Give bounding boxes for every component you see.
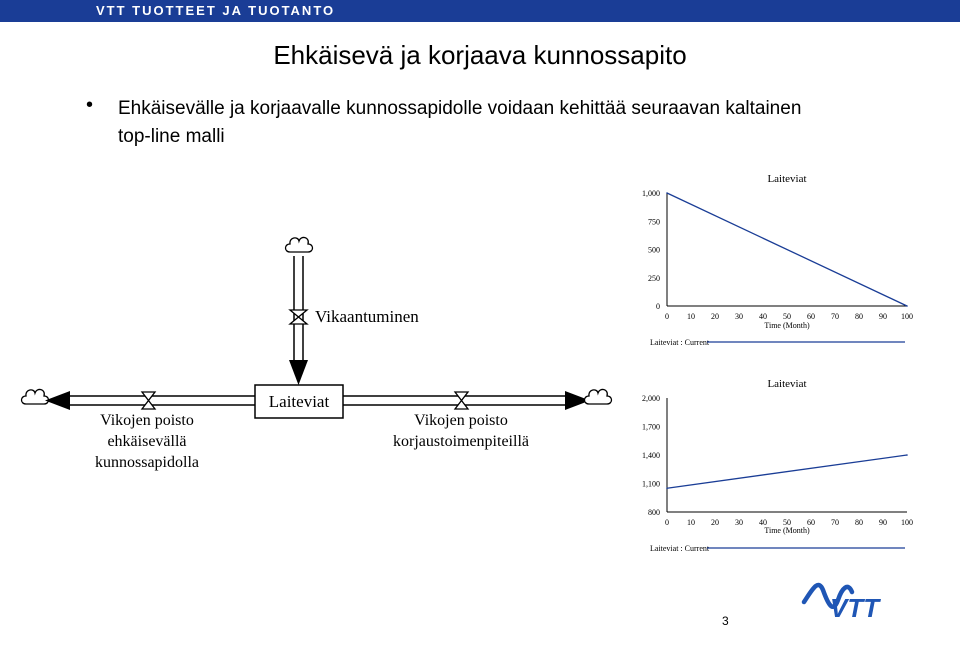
y-tick-label: 2,000 xyxy=(642,394,660,403)
outflow-left-label-line-1: Vikojen poisto xyxy=(100,412,194,429)
header-brand-text: VTT TUOTTEET JA TUOTANTO xyxy=(96,3,336,18)
chart-legend-label: Laiteviat : Current xyxy=(650,338,710,347)
x-tick-label: 80 xyxy=(855,312,863,321)
x-tick-label: 100 xyxy=(901,518,913,527)
page-number: 3 xyxy=(722,614,729,628)
x-tick-label: 30 xyxy=(735,312,743,321)
bullet-line-1: Ehkäisevälle ja korjaavalle kunnossapidolle voidaan kehittää seuraavan kaltainen xyxy=(118,98,802,119)
x-tick-label: 80 xyxy=(855,518,863,527)
inflow-label: Vikaantuminen xyxy=(315,307,419,326)
x-tick-label: 50 xyxy=(783,518,791,527)
y-tick-label: 1,700 xyxy=(642,422,660,432)
y-tick-label: 250 xyxy=(648,273,660,283)
y-tick-label: 1,100 xyxy=(642,479,660,489)
x-tick-label: 20 xyxy=(711,518,719,527)
y-tick-label: 1,400 xyxy=(642,451,660,460)
x-tick-label: 10 xyxy=(687,518,695,527)
x-tick-label: 70 xyxy=(831,312,839,321)
stock-label: Laiteviat xyxy=(268,392,330,411)
x-tick-label: 40 xyxy=(759,518,767,527)
x-tick-label: 0 xyxy=(665,518,669,527)
bullet-icon: • xyxy=(86,94,94,116)
x-tick-label: 50 xyxy=(783,312,791,321)
chart-title: Laiteviat xyxy=(767,378,807,390)
y-tick-label: 750 xyxy=(648,217,660,227)
y-tick-label: 800 xyxy=(648,508,660,517)
outflow-left-label-line-2: ehkäisevällä xyxy=(107,433,187,450)
x-tick-label: 30 xyxy=(735,518,743,527)
chart-title: Laiteviat xyxy=(767,173,807,185)
x-tick-label: 100 xyxy=(901,312,913,321)
x-tick-label: 20 xyxy=(711,312,719,321)
y-tick-label: 1,000 xyxy=(642,189,660,198)
chart-x-axis-label: Time (Month) xyxy=(764,321,810,330)
outflow-right-label-line-2: korjaustoimenpiteillä xyxy=(393,433,529,450)
x-tick-label: 40 xyxy=(759,312,767,321)
vtt-logo-text: VTT xyxy=(830,593,880,623)
chart-x-axis-label: Time (Month) xyxy=(764,526,810,535)
outflow-left-label-line-3: kunnossapidolla xyxy=(95,454,199,471)
x-tick-label: 70 xyxy=(831,518,839,527)
bullet-line-2: top-line malli xyxy=(118,126,225,147)
slide-title: Ehkäisevä ja korjaava kunnossapito xyxy=(273,40,687,70)
x-tick-label: 60 xyxy=(807,518,815,527)
y-tick-label: 0 xyxy=(656,302,660,311)
x-tick-label: 0 xyxy=(665,312,669,321)
outflow-right-label-line-1: Vikojen poisto xyxy=(414,412,508,429)
y-tick-label: 500 xyxy=(648,245,660,255)
x-tick-label: 60 xyxy=(807,312,815,321)
x-tick-label: 10 xyxy=(687,312,695,321)
x-tick-label: 90 xyxy=(879,518,887,527)
chart-legend-label: Laiteviat : Current xyxy=(650,544,710,553)
x-tick-label: 90 xyxy=(879,312,887,321)
